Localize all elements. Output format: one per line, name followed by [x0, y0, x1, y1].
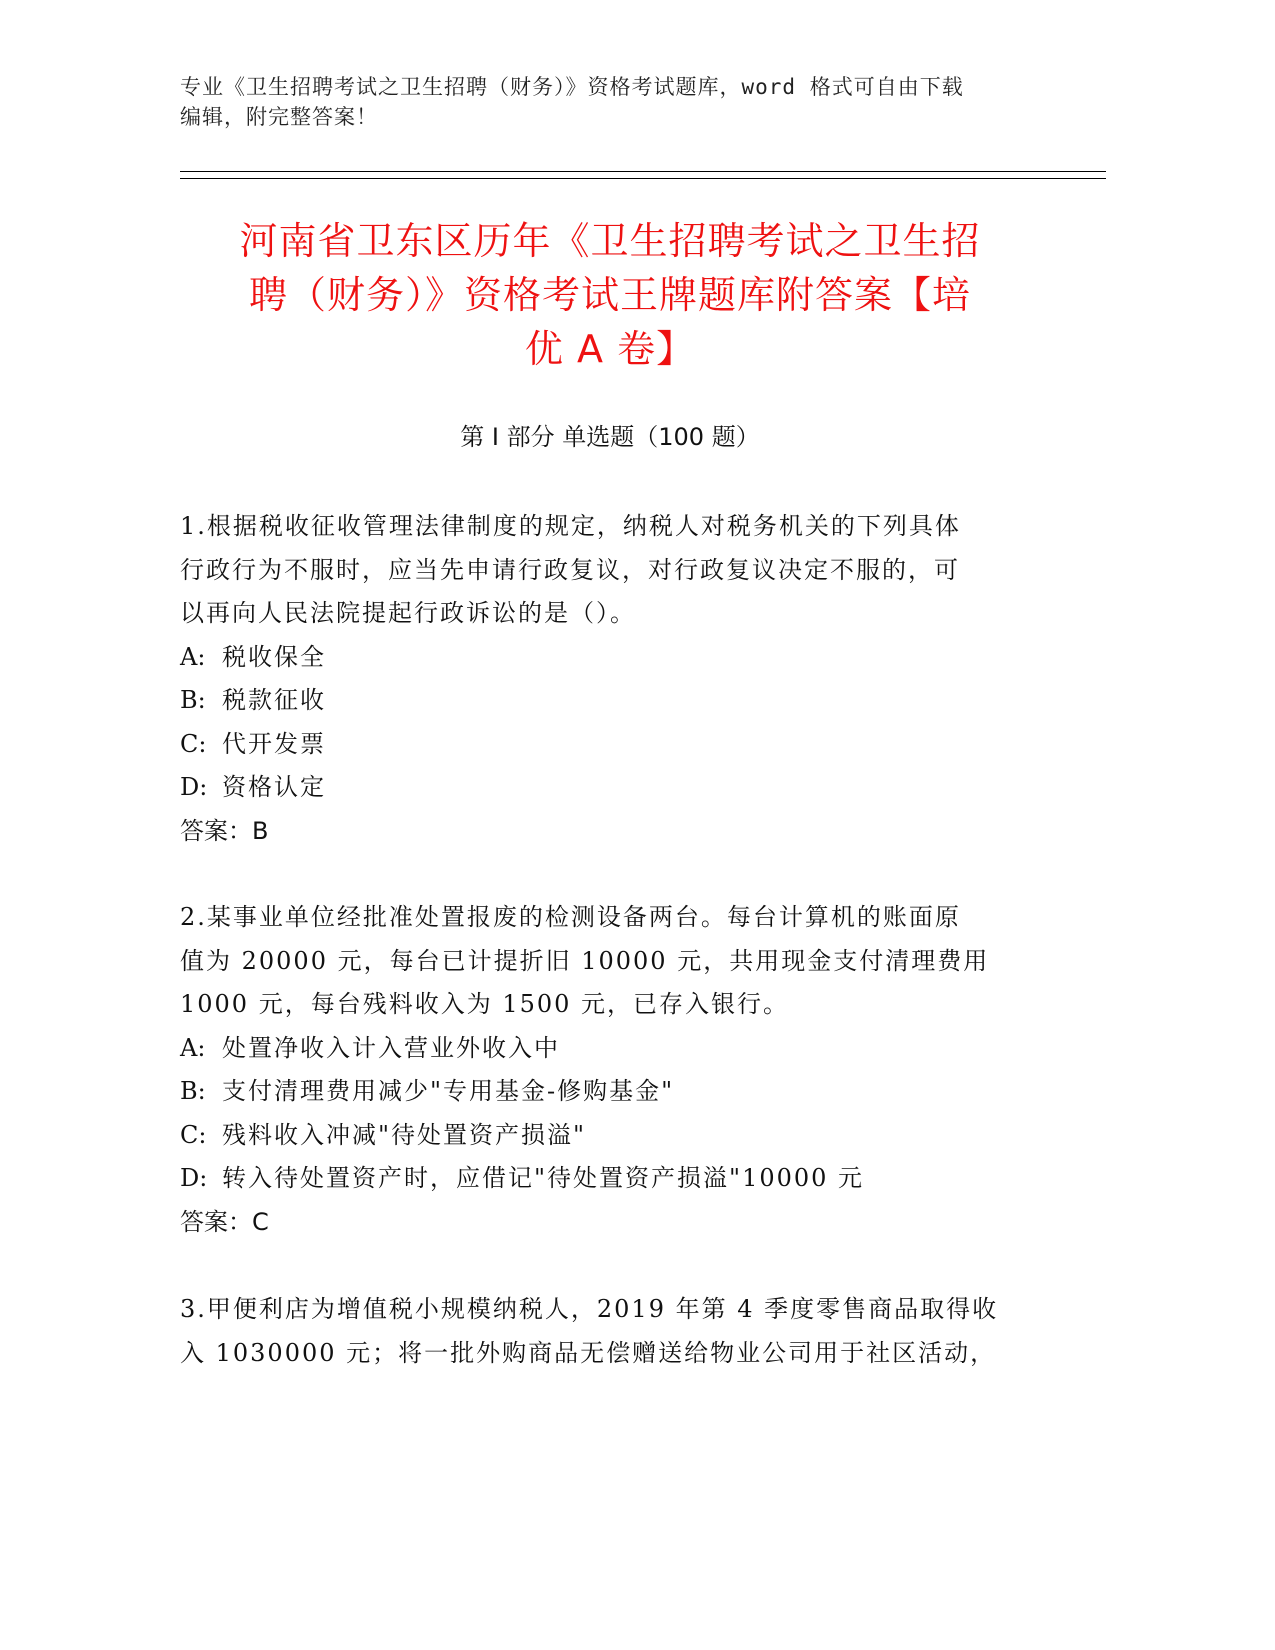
option-text: 税收保全	[222, 642, 326, 671]
title-line-2: 聘（财务）》资格考试王牌题库附答案【培	[248, 273, 971, 317]
stem-line: 1000 元，每台残料收入为 1500 元，已存入银行。	[180, 990, 790, 1018]
option-a	[180, 636, 1040, 680]
option-b	[180, 1070, 1040, 1114]
title-line-3: 优 A 卷】	[524, 327, 696, 371]
stem-line: 入 1030000 元；将一批外购商品无偿赠送给物业公司用于社区活动，	[180, 1338, 997, 1367]
stem-line: 值为 20000 元，每台已计提折旧 10000 元，共用现金支付清理费用	[180, 946, 990, 975]
header-divider-thick	[180, 178, 1106, 179]
header-note-line-1: 专业《卫生招聘考试之卫生招聘（财务）》资格考试题库，word 格式可自由下载	[180, 75, 964, 99]
option-a	[180, 1027, 1040, 1071]
option-text: 残料收入冲减"待处置资产损溢"	[222, 1120, 587, 1149]
option-text: 资格认定	[222, 773, 326, 801]
answer-line: 答案：B	[180, 816, 269, 845]
option-text: 转入待处置资产时，应借记"待处置资产损溢"10000 元	[222, 1164, 865, 1192]
question-1	[180, 505, 1040, 853]
option-letter: C:	[180, 729, 207, 758]
option-letter: D:	[180, 1164, 208, 1192]
header-note-line-2: 编辑，附完整答案！	[180, 105, 378, 129]
option-letter: B:	[180, 1077, 206, 1105]
option-c	[180, 1114, 1040, 1158]
stem-line: 3.甲便利店为增值税小规模纳税人，2019 年第 4 季度零售商品取得收	[180, 1295, 999, 1323]
question-2	[180, 896, 1040, 1244]
stem-line: 2.某事业单位经批准处置报废的检测设备两台。每台计算机的账面原	[180, 903, 961, 931]
stem-line: 以再向人民法院提起行政诉讼的是（）。	[180, 599, 636, 627]
document-title	[180, 214, 1040, 376]
option-d	[180, 766, 1040, 810]
question-stem	[180, 505, 1040, 636]
question-stem	[180, 896, 1040, 1027]
question-stem	[180, 1288, 1040, 1375]
option-letter: A:	[180, 1033, 206, 1062]
stem-line: 行政行为不服时，应当先申请行政复议，对行政复议决定不服的，可	[180, 555, 960, 584]
option-d	[180, 1157, 1040, 1201]
option-text: 税款征收	[222, 686, 326, 714]
option-text: 代开发票	[222, 729, 326, 758]
header-divider-thin	[180, 171, 1106, 172]
option-text: 支付清理费用减少"专用基金-修购基金"	[222, 1077, 675, 1105]
option-letter: D:	[180, 773, 208, 801]
option-c	[180, 723, 1040, 767]
option-text: 处置净收入计入营业外收入中	[222, 1033, 560, 1062]
header-note	[180, 72, 1040, 132]
option-letter: C:	[180, 1120, 207, 1149]
option-b	[180, 679, 1040, 723]
question-3	[180, 1288, 1040, 1375]
stem-line: 1.根据税收征收管理法律制度的规定，纳税人对税务机关的下列具体	[180, 512, 961, 540]
option-letter: A:	[180, 642, 206, 671]
option-letter: B:	[180, 686, 206, 714]
section-heading: 第 I 部分 单选题（100 题）	[460, 423, 760, 451]
title-line-1: 河南省卫东区历年《卫生招聘考试之卫生招	[239, 219, 981, 263]
answer-line: 答案：C	[180, 1207, 269, 1236]
